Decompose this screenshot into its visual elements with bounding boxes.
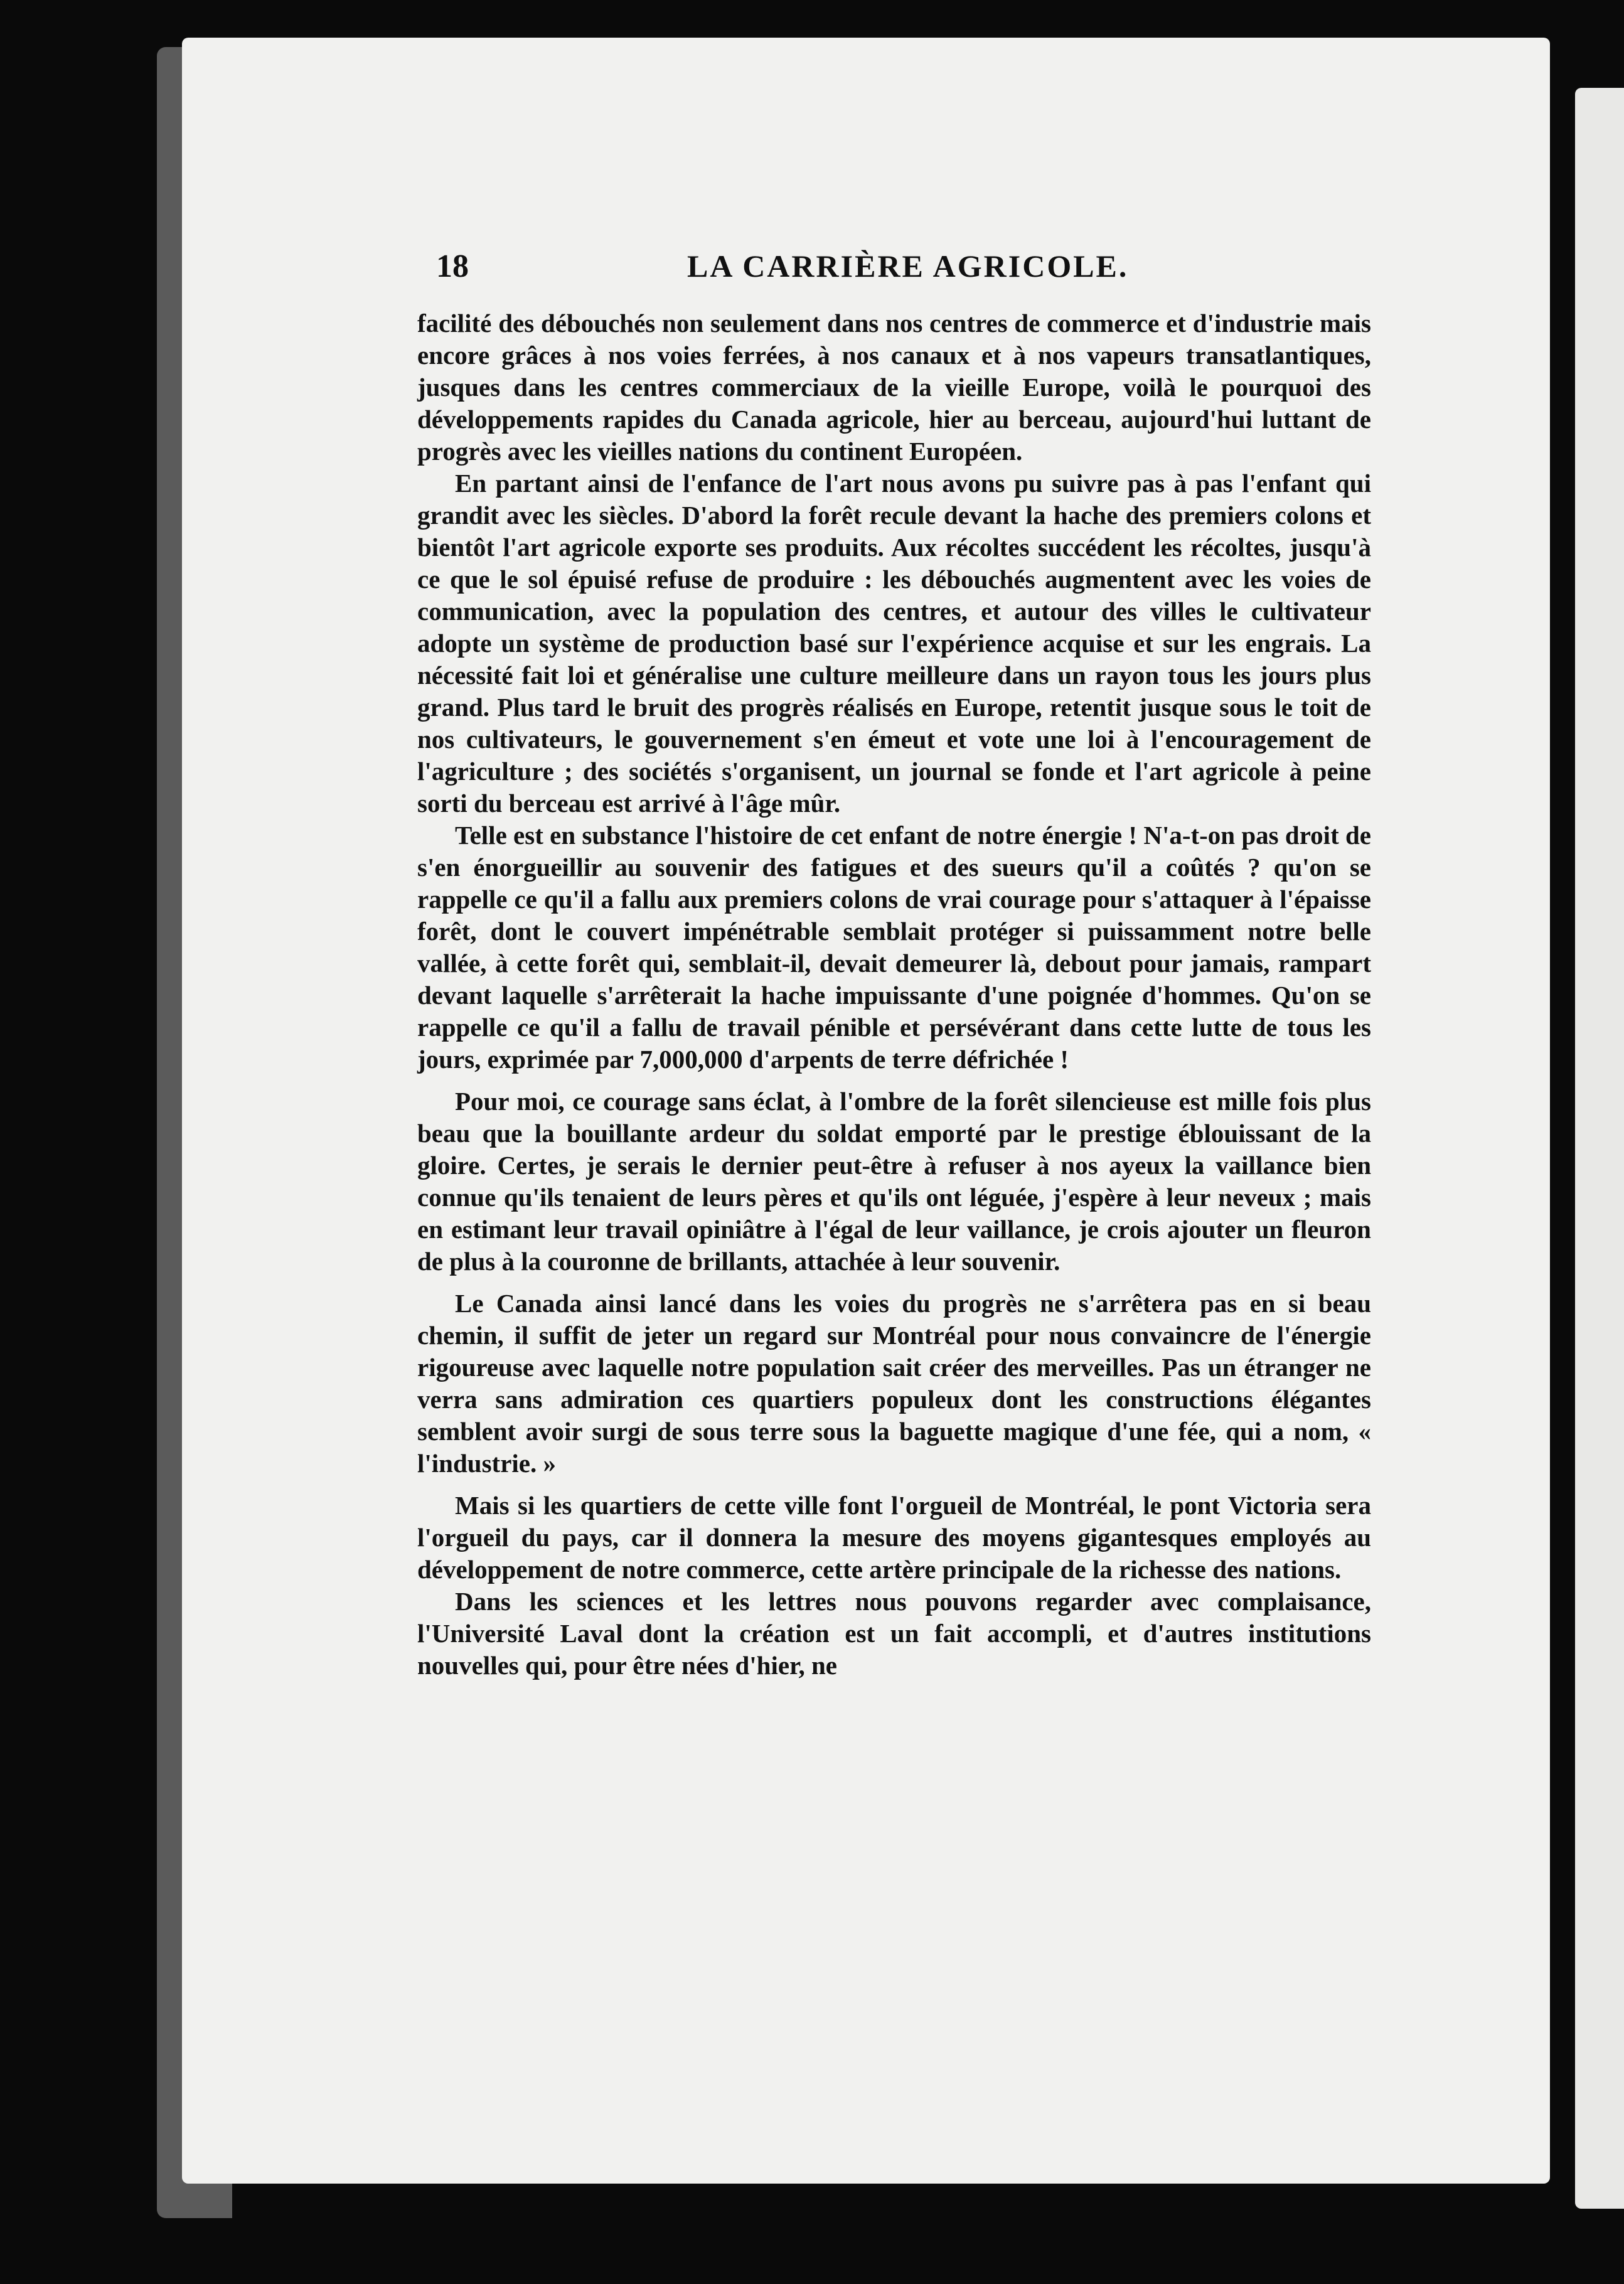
- paragraph-2: En partant ainsi de l'enfance de l'art nous avons pu suivre pas à pas l'enfant qui grandit avec les siècles. D'abord la forêt recule devant la hache des premiers colons et bientôt l'art agricole exporte ses produits. Aux récoltes succédent les récoltes, jusqu'à ce que le sol épuisé refuse de produire : les débouchés augmentent avec les voies de communication, avec la population des centres, et autour des villes le cultivateur adopte un système de production basé sur l'expérience acquise et sur les engrais. La nécessité fait loi et généralise une culture meilleure dans un rayon tous les jours plus grand. Plus tard le bruit des progrès réalisés en Europe, retentit jusque sous le toit de nos cultivateurs, le gouvernement s'en émeut et vote une loi à l'encouragement de l'agriculture ; des sociétés s'organisent, un journal se fonde et l'art agricole à peine sorti du berceau est arrivé à l'âge mûr.: [417, 469, 1371, 818]
- running-title: LA CARRIÈRE AGRICOLE.: [687, 248, 1129, 284]
- paragraph-3: Telle est en substance l'histoire de cet enfant de notre énergie ! N'a-t-on pas droit de s'en énorgueillir au souvenir des fatigues et des sueurs qu'il a coûtés ? qu'on se rappelle ce qu'il a fallu aux premiers colons de vrai courage pour s'attaquer à l'épaisse forêt, dont le couvert impénétrable semblait protéger si puissamment notre belle vallée, à cette forêt qui, semblait-il, devait demeurer là, debout pour jamais, rampart devant laquelle s'arrêterait la hache impuissante d'une poignée d'hommes. Qu'on se rappelle ce qu'il a fallu de travail pénible et persévérant dans cette lutte de tous les jours, exprimée par 7,000,000 d'arpents de terre défrichée !: [417, 821, 1371, 1074]
- paragraph-1: facilité des débouchés non seulement dans nos centres de commerce et d'industrie mais encore grâces à nos voies ferrées, à nos canaux et à nos vapeurs transatlantiques, jusques dans les centres commerciaux de la vieille Europe, voilà le pourquoi des développements rapides du Canada agricole, hier au berceau, aujourd'hui luttant de progrès avec les vieilles nations du continent Européen.: [417, 309, 1371, 466]
- paragraph-4: Pour moi, ce courage sans éclat, à l'ombre de la forêt silencieuse est mille fois plus beau que la bouillante ardeur du soldat emporté par le prestige éblouissant de la gloire. Certes, je serais le dernier peut-être à refuser à nos ayeux la vaillance bien connue qu'ils tenaient de leurs pères et qu'ils ont léguée, j'espère à leur neveux ; mais en estimant leur travail opiniâtre à l'égal de leur vaillance, je crois ajouter un fleuron de plus à la couronne de brillants, attachée à leur souvenir.: [417, 1087, 1371, 1276]
- paragraph-7: Dans les sciences et les lettres nous pouvons regarder avec complaisance, l'Université Laval dont la création est un fait accompli, et d'autres institutions nouvelles qui, pour être nées d'hier, ne: [417, 1587, 1371, 1680]
- body-text: [417, 307, 1371, 1951]
- page-header: [436, 248, 1371, 298]
- page-number: 18: [436, 248, 469, 284]
- next-page-edge: [1575, 88, 1624, 2209]
- paragraph-5: Le Canada ainsi lancé dans les voies du progrès ne s'arrêtera pas en si beau chemin, il suffit de jeter un regard sur Montréal pour nous convaincre de l'énergie rigoureuse avec laquelle notre population sait créer des merveilles. Pas un étranger ne verra sans admiration ces quartiers populeux dont les constructions élégantes semblent avoir surgi de sous terre sous la baguette magique d'une fée, qui a nom, « l'industrie. »: [417, 1289, 1371, 1478]
- paragraph-6: Mais si les quartiers de cette ville font l'orgueil de Montréal, le pont Victoria sera l'orgueil du pays, car il donnera la mesure des moyens gigantesques employés au développement de notre commerce, cette artère principale de la richesse des nations.: [417, 1491, 1371, 1584]
